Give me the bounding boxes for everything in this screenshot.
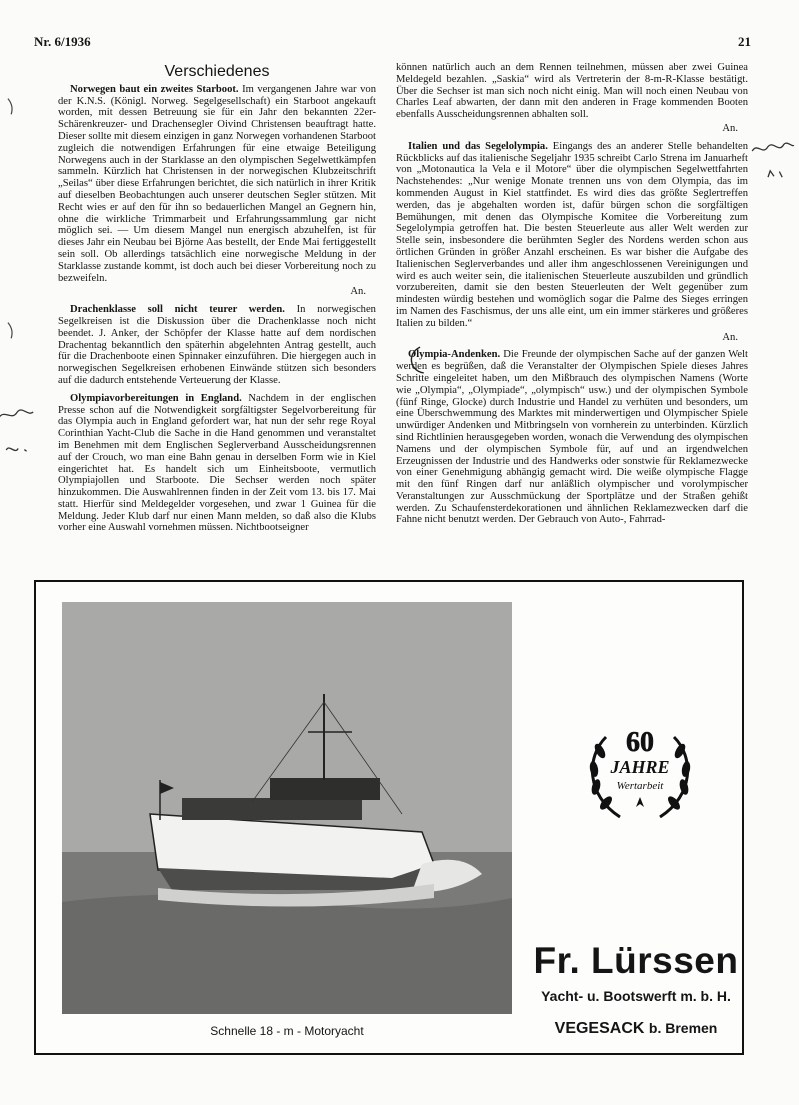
seal-subtitle: Wertarbeit [616,780,664,792]
article-heading: Drachenklasse soll nicht teurer werden. [70,304,285,316]
article-text: Eingangs des an anderer Stelle behandelten Rückblicks auf das italienische Segeljahr 1935 schreibt Carlo Strena im Januarheft von „Motonautica la Vela e il Motore“ über die olympischen Segelwettfahrten Nachstehendes: „Nur wenige Monate trennen uns von dem Olympia, das im kommenden August in Kiel stattfindet. Es wird dies das größte Seglertreffen werden, das je abgehalten worden ist, dafür bürgen schon die sorgfältigen Bemühungen, mit denen das Olympische Komitee die Vorbereitung zum Segelolympia getroffen hat. Die besten Steuerleute aus aller Welt werden zur Stelle sein, insbesondere die berühmten Segler des Nordens werden schon aus örtlichen Gründen in größer Anzahl erscheinen. Es war bisher die Aufgabe des Italienischen Seglerverbandes und aller ihm angeschlossenen Vereinigungen und wird es auch weiter sein, die italienischen Steuerleute auszubilden und gründlich vorzubereiten, damit sie den besten Steuerleuten der Welt gegenüber zum mindesten würdig bestehen und womöglich sogar die Palme des Sieges erringen im Namen des Faschismus, der uns alle eint, um ein immer stärkeres und größeres Italien zu bilden.“ [396,140,748,329]
photo-caption: Schnelle 18 - m - Motoryacht [210,1024,364,1038]
article-text: Im vergangenen Jahre war von der K.N.S. (Königl. Norweg. Segelgesellschaft) ein Starboot angekauft worden, mit dessen Betreuung sie für ein Jahr den bekannten 22er-Schärenkreuzer- und Drachensegler Oivind Christensen beauftragt hatte. Dieser sollte mit diesem einzigen in ganz Norwegen vorhandenen Starboot zugleich die notwendigen Erfahrungen für eine etwaige Beteiligung Norwegens auch in der Starklasse an den olympischen Segelwettkämpfen sammeln. Kürzlich hat Christensen in der norwegischen Klubzeitschrift „Seilas“ über diese Erfahrungen berichtet, die sich natürlich in ihrer Kritik auf dieselben Beobachtungen auch unserer deutschen Segler stützen. Mit Recht wies er auf den für ihn so bedauerlichen Mangel an Gegnern hin, ohne die wirkliche Trimmarbeit und Erfahrungssammlung gar nicht möglich sei. — Um diesem Mangel nun energisch abzuhelfen, ist für dieses Jahr ein Neubau bei Björne Aas bestellt, der Ende Mai fertiggestellt sein soll. Ob allerdings tatsächlich eine norwegische Meldung in der Starklasse zustande kommt, ist doch auch bei dieser Vorbereitung noch zu bezweifeln. [58,83,376,284]
article-signature: An. [722,331,738,343]
article-text: Nachdem in der englischen Presse schon auf die Notwendigkeit sorgfältigster Segelvorbereitung für das Olympia auch in England gefordert war, hat nun der sehr rege Royal Corinthian Yacht-Club die Sache in die Hand genommen und veranstaltet im Benehmen mit dem Englischen Seglerverband Ausscheidungsrennen auf der Crouch, wo man eine Bahn genau in derselben Form wie in Kiel eingerichtet hat. Es handelt sich um Einheitsboote, vermutlich Olympiajollen und Starboote. Die Sechser werden noch später hinzukommen. Die Auswahlrennen finden in der Zeit vom 13. bis 17. Mai statt. Hierfür sind Meldegelder vorgesehen, und zwar 1 Guinea für die Meldung. Jeder Klub darf nur einen Mann melden, so daß also die Klubs vorher eine Auswahl vornehmen müssen. Nichtbootseigner [58,392,376,534]
yacht-illustration-icon [62,602,512,1014]
anniversary-seal [576,717,704,827]
right-column [396,62,748,532]
company-location [531,1020,741,1038]
laurel-wreath-icon [576,717,704,827]
article-text: Die Freunde der olympischen Sache auf der ganzen Welt werden es begrüßen, daß die Veranstalter der Olympischen Spiele dieses Jahres Schritte eingeleitet haben, um den Mißbrauch des olympischen Namens (Worte wie „Olympia“, „Olympiade“, „olympisch“ usw.) und der olympischen Symbole (fünf Ringe, Glocke) durch Industrie und Handel zu verhüten und besonders, um eine Überschwemmung des Marktes mit minderwertigen und Olympischer Spiele unwürdiger Andenken und Mitbringseln von vornherein zu unterbinden. Kürzlich sind Richtlinien herausgegeben worden, wonach die Verwendung des olympischen Namens und der olympischen Symbole für, auf und an irgendwelchen Erzeugnissen der Industrie und des Handwerks oder sonstwie für Reklamezwecke von einer Genehmigung abhängig gemacht wird. Die weiße olympische Flagge mit den fünf Ringen darf nur anläßlich olympischer und vorolympischer Veranstaltungen zur Ausschmückung der Sportplätze und der Straßen gehißt werden. Zu Schaufensterdekorationen und ähnlichen Reklamezwecken darf die Fahne nicht benutzt werden. Der Gebrauch von Auto-, Fahrrad- [396,349,748,526]
article-heading: Olympia-Andenken. [408,349,501,361]
location-suffix: b. Bremen [648,1020,718,1036]
handwritten-annotation-icon [0,401,44,464]
article-heading: Norwegen baut ein zweites Starboot. [70,83,239,95]
seal-word: JAHRE [610,757,670,777]
page-number: 21 [738,34,751,49]
location-town: VEGESACK [554,1020,645,1037]
article-text: In norwegischen Segelkreisen ist die Diskussion über die Drachenklasse noch nicht beendet. J. Anker, der Schöpfer der Klasse hatte auf dem nordischen Drachentag bekanntlich den späterhin abgelehnten Antrag gestellt, auch für die Drachenboote einen Spinnaker einzuführen. Die hiergegen auch in norwegischen Segelkreisen erhobenen Einwände stützen sich besonders auf die dadurch entstehende Verteuerung der Klasse. [58,304,376,386]
article-drachenklasse [58,304,376,387]
issue-number: Nr. 6/1936 [34,34,91,49]
handwritten-annotation-icon [749,135,799,189]
article-heading: Italien und das Segelolympia. [408,140,548,152]
handwritten-margin-mark-icon [5,319,22,341]
company-tagline: Yacht- u. Bootswerft m. b. H. [541,988,731,1004]
section-title: Verschiedenes [164,63,270,80]
company-name: Fr. Lürssen [533,940,739,981]
article-signature: An. [350,286,366,298]
advertisement-luerssen [34,580,744,1055]
handwritten-bracket-icon [402,345,428,378]
article-england-continued [396,62,748,135]
article-italien [396,141,748,344]
article-text: können natürlich auch an dem Rennen teilnehmen, müssen aber zwei Guinea Meldegeld bezahlen. „Saskia“ wird als Vertreterin der 8-m-R-Klasse bestätigt. Über die Sechser ist man sich noch nicht einig. Man will noch einen Neubau von Charles Leaf abwarten, der dann mit den anderen in Frage kommenden Booten ebenfalls Ausscheidungsrennen abhalten soll. [396,62,748,121]
left-column [58,62,376,540]
article-heading: Olympiavorbereitungen in England. [70,392,242,404]
seal-number: 60 [626,727,654,758]
handwritten-margin-mark-icon [5,95,22,117]
article-signature: An. [722,122,738,134]
article-olympia-andenken [396,349,748,526]
article-england [58,393,376,535]
motoryacht-photo [62,602,512,1014]
article-norwegen [58,84,376,298]
